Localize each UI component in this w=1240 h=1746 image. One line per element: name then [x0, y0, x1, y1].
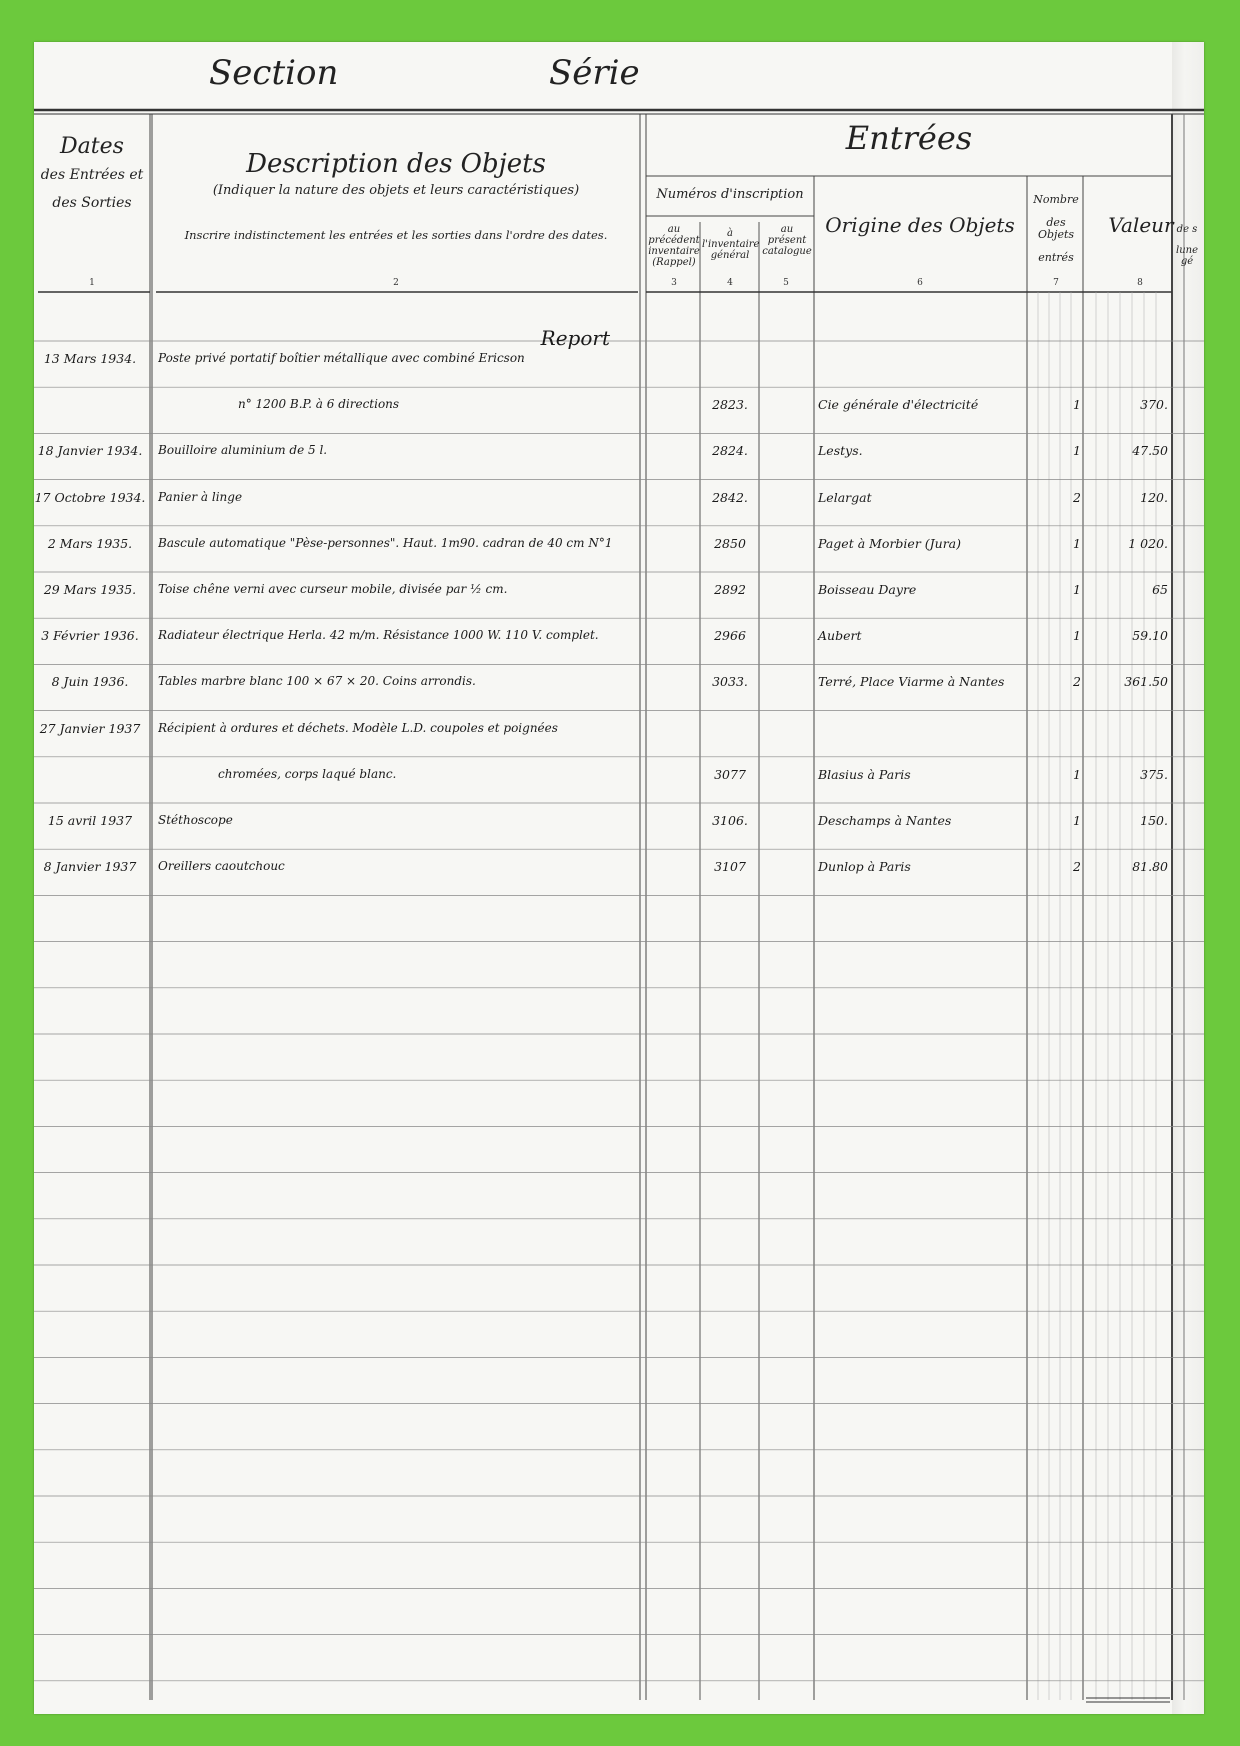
col-desc-sub: (Indiquer la nature des objets et leurs caractéristiques)	[212, 182, 580, 198]
report-label: Report	[540, 326, 610, 350]
partial-col-header	[1174, 224, 1200, 267]
col-dates-l2: des Entrées et	[40, 167, 144, 184]
col-num-3: 3	[671, 278, 677, 288]
entry-origin: Dunlop à Paris	[818, 859, 911, 875]
entry-count: 1	[1073, 766, 1081, 782]
entry-value: 361.50	[1124, 674, 1168, 690]
entry-value: 65	[1152, 582, 1168, 597]
entry-count: 1	[1073, 397, 1081, 413]
col-dates-l1: Dates	[60, 134, 124, 159]
partial-l2: lune	[1176, 245, 1198, 256]
partial-l1: de s	[1176, 224, 1198, 235]
entry-inventory-number: 2892	[714, 582, 746, 597]
entry-date: 15 avril 1937	[47, 813, 133, 828]
col-dates-l3: des Sorties	[52, 195, 132, 212]
col3-header: au précédent inventaire (Rappel)	[648, 224, 700, 268]
entry-description: n° 1200 B.P. à 6 directions	[238, 397, 400, 412]
entry-value: 59.10	[1132, 628, 1168, 644]
entry-description: Bouilloire aluminium de 5 l.	[158, 443, 328, 458]
entry-inventory-number: 2824.	[712, 443, 748, 459]
col-num-1: 1	[89, 278, 95, 288]
entry-inventory-number: 3077	[714, 766, 746, 782]
entry-value: 370.	[1140, 397, 1168, 413]
entry-inventory-number: 2842.	[712, 489, 748, 505]
entry-inventory-number: 3106.	[712, 813, 748, 828]
entry-origin: Deschamps à Nantes	[818, 813, 952, 828]
entry-origin: Blasius à Paris	[818, 766, 911, 782]
col8-header: Valeur	[1108, 213, 1174, 237]
col-desc-header	[152, 150, 640, 242]
col7-header	[1029, 194, 1083, 265]
entry-date: 18 Janvier 1934.	[37, 443, 143, 459]
entry-count: 1	[1073, 813, 1081, 828]
entry-description: Bascule automatique "Pèse-personnes". Haut. 1m90. cadran de 40 cm N°1	[158, 535, 613, 550]
entry-date: 2 Mars 1935.	[47, 535, 133, 551]
col-num-8: 8	[1137, 278, 1143, 288]
entry-date: 8 Janvier 1937	[43, 859, 137, 875]
entry-origin: Lestys.	[818, 443, 863, 459]
col7-l1: Nombre	[1033, 193, 1079, 206]
entry-inventory-number: 3107	[714, 859, 746, 875]
entry-origin: Lelargat	[818, 489, 872, 505]
entry-inventory-number: 2850	[714, 535, 746, 551]
col7-l3: entrés	[1038, 250, 1074, 264]
entry-inventory-number: 2966	[714, 628, 746, 644]
entry-origin: Terré, Place Viarme à Nantes	[818, 674, 1005, 690]
entry-inventory-number: 2823.	[712, 397, 748, 413]
register-page	[34, 42, 1204, 1714]
entry-date: 8 Juin 1936.	[51, 674, 129, 690]
col7-l2: des Objets	[1037, 215, 1075, 242]
col-num-5: 5	[783, 278, 789, 288]
entry-origin: Paget à Morbier (Jura)	[818, 535, 962, 551]
col-dates-header	[34, 134, 150, 211]
entry-description: Stéthoscope	[158, 813, 233, 827]
col4-header: à l'inventaire général	[702, 228, 760, 261]
entry-date: 17 Octobre 1934.	[34, 489, 146, 505]
entry-date: 13 Mars 1934.	[43, 351, 137, 366]
entry-description: Poste privé portatif boîtier métallique avec combiné Ericson	[158, 351, 525, 365]
serie-label: Série	[549, 53, 640, 93]
entrees-title: Entrées	[845, 119, 973, 157]
section-label: Section	[209, 53, 339, 93]
entry-description: Tables marbre blanc 100 × 67 × 20. Coins arrondis.	[158, 674, 476, 689]
entry-count: 1	[1073, 535, 1081, 551]
entry-description: Oreillers caoutchouc	[158, 859, 285, 874]
entry-date: 3 Février 1936.	[41, 628, 139, 644]
entry-description: Panier à linge	[158, 489, 243, 504]
entry-description: Toise chêne verni avec curseur mobile, divisée par ½ cm.	[158, 582, 508, 596]
entry-description: Radiateur électrique Herla. 42 m/m. Résistance 1000 W. 110 V. complet.	[158, 628, 599, 643]
entry-date: 29 Mars 1935.	[43, 582, 137, 597]
entry-count: 1	[1073, 582, 1081, 597]
entry-origin: Aubert	[818, 628, 862, 644]
col-num-7: 7	[1053, 278, 1059, 288]
entry-description: chromées, corps laqué blanc.	[218, 766, 397, 781]
entry-value: 1 020.	[1128, 535, 1168, 551]
entry-value: 375.	[1140, 766, 1168, 782]
entry-count: 2	[1073, 674, 1081, 690]
col-num-2: 2	[393, 278, 399, 288]
entry-value: 120.	[1140, 489, 1168, 505]
ruled-grid	[34, 42, 1204, 1714]
entry-value: 150.	[1140, 813, 1168, 828]
col-num-4: 4	[727, 278, 733, 288]
entry-value: 81.80	[1132, 859, 1168, 875]
entry-description: Récipient à ordures et déchets. Modèle L.D. coupoles et poignées	[158, 720, 558, 735]
entry-inventory-number: 3033.	[712, 674, 748, 690]
entry-value: 47.50	[1132, 443, 1168, 459]
entry-origin: Boisseau Dayre	[818, 582, 917, 597]
entry-origin: Cie générale d'électricité	[818, 397, 979, 413]
entry-count: 2	[1073, 859, 1081, 875]
col-desc-title: Description des Objets	[246, 149, 546, 179]
partial-l3: gé	[1180, 256, 1194, 267]
col-num-6: 6	[917, 278, 923, 288]
numeros-title: Numéros d'inscription	[656, 187, 804, 202]
col-desc-note: Inscrire indistinctement les entrées et les sorties dans l'ordre des dates.	[184, 227, 608, 242]
entry-count: 2	[1073, 489, 1081, 505]
col6-header: Origine des Objets	[825, 213, 1015, 237]
col5-header: au présent catalogue	[762, 224, 812, 257]
entry-count: 1	[1073, 628, 1081, 644]
entry-count: 1	[1073, 443, 1081, 459]
entry-date: 27 Janvier 1937	[39, 720, 141, 736]
